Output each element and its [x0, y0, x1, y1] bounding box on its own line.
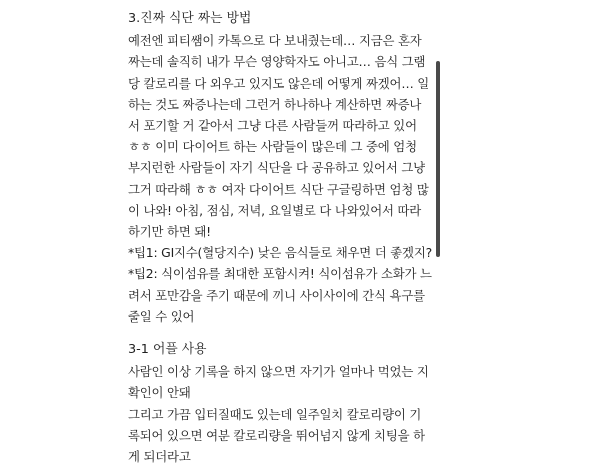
body-line: 이 나와! 아침, 점심, 저녁, 요일별로 다 나와있어서 따라 [128, 202, 422, 218]
vertical-scrollbar[interactable] [436, 61, 440, 257]
body-line: 게 되더라고 [128, 449, 191, 465]
tip-line: *팁1: GI지수(혈당지수) 낮은 음식들로 채우면 더 좋겠지? [128, 245, 432, 261]
body-line: 확인이 안돼 [128, 385, 191, 401]
body-line: ㅎㅎ 이미 다이어트 하는 사람들이 많은데 그 중에 엄청 [128, 139, 417, 155]
tip-line: 려서 포만감을 주기 때문에 끼니 사이사이에 간식 욕구를 [128, 287, 425, 303]
body-line: 짜는데 솔직히 내가 무슨 영양학자도 아니고… 음식 그램 [128, 54, 426, 70]
body-line: 록되어 있으면 여분 칼로리량을 뛰어넘지 않게 치팅을 하 [128, 427, 425, 443]
section-heading-diet-method: 3.진짜 식단 짜는 방법 [128, 11, 252, 26]
section-heading-app-usage: 3-1 어플 사용 [128, 342, 207, 358]
section-body-app-usage [128, 361, 458, 467]
body-line: 하는 것도 짜증나는데 그런거 하나하나 계산하면 짜증나 [128, 96, 422, 112]
body-line: 예전엔 피티쌤이 카톡으로 다 보내줬는데… 지금은 혼자 [128, 33, 422, 49]
article-body [128, 8, 458, 467]
body-line: 하기만 하면 돼! [128, 224, 211, 240]
section-body-diet-method [128, 30, 458, 327]
body-line: 당 칼로리를 다 외우고 있지도 않은데 어떻게 짜겠어… 일 [128, 75, 430, 91]
body-line: 서 포기할 거 같아서 그냥 다른 사람들꺼 따라하고 있어 [128, 118, 417, 134]
body-line: 그거 따라해 ㅎㅎ 여자 다이어트 식단 구글링하면 엄청 많 [128, 181, 429, 197]
section-spacer [128, 327, 458, 339]
tip-line: *팁2: 식이섬유를 최대한 포함시켜! 식이섬유가 소화가 느 [128, 266, 432, 282]
body-line: 그리고 가끔 입터질때도 있는데 일주일치 칼로리량이 기 [128, 406, 422, 422]
body-line: 부지런한 사람들이 자기 식단을 다 공유하고 있어서 그냥 [128, 160, 425, 176]
body-line: 사람인 이상 기록을 하지 않으면 자기가 얼마나 먹었는 지 [128, 364, 429, 380]
tip-line: 줄일 수 있어 [128, 308, 195, 324]
